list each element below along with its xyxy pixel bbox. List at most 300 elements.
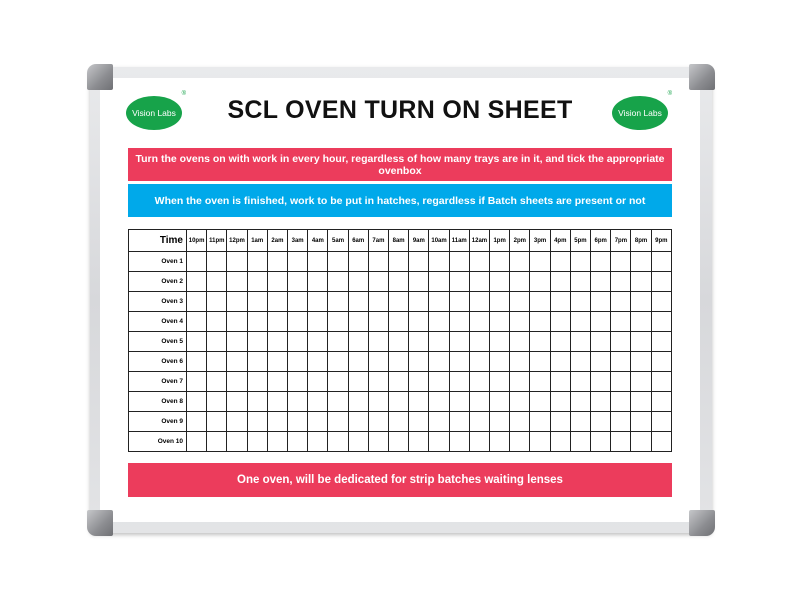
tick-box[interactable] xyxy=(510,292,530,312)
tick-box[interactable] xyxy=(611,392,631,412)
tick-box[interactable] xyxy=(550,312,570,332)
hour-header: 7am xyxy=(368,230,388,252)
hour-header: 5am xyxy=(328,230,348,252)
tick-box[interactable] xyxy=(550,332,570,352)
tick-box[interactable] xyxy=(389,432,409,452)
tick-box[interactable] xyxy=(207,312,227,332)
tick-box[interactable] xyxy=(550,432,570,452)
tick-box[interactable] xyxy=(429,392,449,412)
tick-box[interactable] xyxy=(611,272,631,292)
tick-box[interactable] xyxy=(550,372,570,392)
tick-box[interactable] xyxy=(611,432,631,452)
tick-box[interactable] xyxy=(368,252,388,272)
tick-box[interactable] xyxy=(449,312,469,332)
tick-box[interactable] xyxy=(348,392,368,412)
tick-box[interactable] xyxy=(490,432,510,452)
oven-label: Oven 6 xyxy=(129,352,187,372)
tick-box[interactable] xyxy=(429,312,449,332)
tick-box[interactable] xyxy=(631,432,651,452)
tick-box[interactable] xyxy=(247,372,267,392)
oven-label: Oven 1 xyxy=(129,252,187,272)
tick-box[interactable] xyxy=(631,352,651,372)
tick-box[interactable] xyxy=(348,332,368,352)
tick-box[interactable] xyxy=(510,392,530,412)
tick-box[interactable] xyxy=(308,272,328,292)
tick-box[interactable] xyxy=(308,312,328,332)
tick-box[interactable] xyxy=(389,412,409,432)
tick-box[interactable] xyxy=(348,372,368,392)
tick-box[interactable] xyxy=(591,412,611,432)
tick-box[interactable] xyxy=(570,432,590,452)
tick-box[interactable] xyxy=(490,412,510,432)
tick-box[interactable] xyxy=(651,392,671,412)
tick-box[interactable] xyxy=(368,292,388,312)
tick-box[interactable] xyxy=(207,432,227,452)
tick-box[interactable] xyxy=(570,332,590,352)
tick-box[interactable] xyxy=(429,292,449,312)
tick-box[interactable] xyxy=(510,352,530,372)
tick-box[interactable] xyxy=(389,352,409,372)
tick-box[interactable] xyxy=(207,352,227,372)
tick-box[interactable] xyxy=(187,292,207,312)
tick-box[interactable] xyxy=(227,392,247,412)
tick-box[interactable] xyxy=(247,432,267,452)
tick-box[interactable] xyxy=(267,372,287,392)
tick-box[interactable] xyxy=(288,352,308,372)
tick-box[interactable] xyxy=(651,432,671,452)
tick-box[interactable] xyxy=(449,252,469,272)
hour-header: 2am xyxy=(267,230,287,252)
tick-box[interactable] xyxy=(510,312,530,332)
tick-box[interactable] xyxy=(227,252,247,272)
tick-box[interactable] xyxy=(267,312,287,332)
tick-box[interactable] xyxy=(591,292,611,312)
tick-box[interactable] xyxy=(288,252,308,272)
tick-box[interactable] xyxy=(530,392,550,412)
tick-box[interactable] xyxy=(308,432,328,452)
tick-box[interactable] xyxy=(409,292,429,312)
tick-box[interactable] xyxy=(550,352,570,372)
tick-box[interactable] xyxy=(328,392,348,412)
tick-box[interactable] xyxy=(247,292,267,312)
tick-box[interactable] xyxy=(570,252,590,272)
tick-box[interactable] xyxy=(469,312,489,332)
hour-header: 7pm xyxy=(611,230,631,252)
tick-box[interactable] xyxy=(328,272,348,292)
oven-row xyxy=(129,392,672,412)
frame-corner-top-right xyxy=(689,64,715,90)
tick-box[interactable] xyxy=(328,312,348,332)
tick-box[interactable] xyxy=(368,352,388,372)
tick-box[interactable] xyxy=(611,352,631,372)
hour-header: 9am xyxy=(409,230,429,252)
tick-box[interactable] xyxy=(570,352,590,372)
tick-box[interactable] xyxy=(267,252,287,272)
tick-box[interactable] xyxy=(328,412,348,432)
tick-box[interactable] xyxy=(591,392,611,412)
tick-box[interactable] xyxy=(611,312,631,332)
tick-box[interactable] xyxy=(490,352,510,372)
tick-box[interactable] xyxy=(368,392,388,412)
tick-box[interactable] xyxy=(591,432,611,452)
hour-header: 12am xyxy=(469,230,489,252)
tick-box[interactable] xyxy=(187,272,207,292)
tick-box[interactable] xyxy=(227,432,247,452)
tick-box[interactable] xyxy=(247,412,267,432)
tick-box[interactable] xyxy=(207,292,227,312)
tick-box[interactable] xyxy=(469,432,489,452)
tick-box[interactable] xyxy=(469,372,489,392)
hour-header: 6pm xyxy=(591,230,611,252)
tick-box[interactable] xyxy=(207,372,227,392)
tick-box[interactable] xyxy=(510,252,530,272)
tick-box[interactable] xyxy=(611,332,631,352)
tick-box[interactable] xyxy=(227,412,247,432)
tick-box[interactable] xyxy=(288,292,308,312)
tick-box[interactable] xyxy=(409,272,429,292)
tick-box[interactable] xyxy=(389,332,409,352)
tick-box[interactable] xyxy=(267,292,287,312)
tick-box[interactable] xyxy=(530,432,550,452)
tick-box[interactable] xyxy=(570,272,590,292)
tick-box[interactable] xyxy=(348,292,368,312)
tick-box[interactable] xyxy=(530,252,550,272)
tick-box[interactable] xyxy=(570,312,590,332)
hour-header: 3pm xyxy=(530,230,550,252)
tick-box[interactable] xyxy=(611,412,631,432)
logo-text: Vision Labs xyxy=(618,108,662,118)
tick-box[interactable] xyxy=(510,332,530,352)
tick-box[interactable] xyxy=(288,372,308,392)
tick-box[interactable] xyxy=(570,392,590,412)
tick-box[interactable] xyxy=(631,372,651,392)
tick-box[interactable] xyxy=(308,392,328,412)
hour-header: 11am xyxy=(449,230,469,252)
tick-box[interactable] xyxy=(530,372,550,392)
tick-box[interactable] xyxy=(247,392,267,412)
tick-box[interactable] xyxy=(207,272,227,292)
tick-box[interactable] xyxy=(308,372,328,392)
hour-header: 4pm xyxy=(550,230,570,252)
tick-box[interactable] xyxy=(570,292,590,312)
tick-box[interactable] xyxy=(348,412,368,432)
tick-box[interactable] xyxy=(288,332,308,352)
tick-box[interactable] xyxy=(469,292,489,312)
tick-box[interactable] xyxy=(267,392,287,412)
tick-box[interactable] xyxy=(389,252,409,272)
hour-header: 6am xyxy=(348,230,368,252)
tick-box[interactable] xyxy=(651,312,671,332)
tick-box[interactable] xyxy=(469,252,489,272)
tick-box[interactable] xyxy=(490,292,510,312)
tick-box[interactable] xyxy=(328,352,348,372)
tick-box[interactable] xyxy=(651,272,671,292)
registered-mark: ® xyxy=(667,91,672,97)
tick-box[interactable] xyxy=(247,252,267,272)
oven-label: Oven 4 xyxy=(129,312,187,332)
instruction-banner-top xyxy=(128,148,672,181)
tick-box[interactable] xyxy=(348,252,368,272)
tick-box[interactable] xyxy=(449,372,469,392)
hour-header: 2pm xyxy=(510,230,530,252)
tick-box[interactable] xyxy=(490,372,510,392)
oven-row xyxy=(129,372,672,392)
oven-row xyxy=(129,252,672,272)
tick-box[interactable] xyxy=(469,412,489,432)
tick-box[interactable] xyxy=(227,312,247,332)
tick-box[interactable] xyxy=(510,412,530,432)
tick-box[interactable] xyxy=(227,272,247,292)
tick-box[interactable] xyxy=(570,412,590,432)
tick-box[interactable] xyxy=(469,392,489,412)
tick-box[interactable] xyxy=(288,272,308,292)
tick-box[interactable] xyxy=(651,332,671,352)
tick-box[interactable] xyxy=(429,412,449,432)
tick-box[interactable] xyxy=(227,332,247,352)
tick-box[interactable] xyxy=(469,272,489,292)
tick-box[interactable] xyxy=(429,332,449,352)
tick-box[interactable] xyxy=(631,412,651,432)
tick-box[interactable] xyxy=(490,272,510,292)
tick-box[interactable] xyxy=(530,272,550,292)
hour-header: 10pm xyxy=(187,230,207,252)
tick-box[interactable] xyxy=(368,312,388,332)
frame-corner-bottom-left xyxy=(87,510,113,536)
tick-box[interactable] xyxy=(631,272,651,292)
instruction-text: When the oven is finished, work to be put in hatches, regardless if Batch sheets are present or not xyxy=(154,194,646,207)
tick-box[interactable] xyxy=(591,332,611,352)
tick-box[interactable] xyxy=(187,392,207,412)
header-row xyxy=(129,230,672,252)
oven-label: Oven 5 xyxy=(129,332,187,352)
tick-box[interactable] xyxy=(429,372,449,392)
tick-box[interactable] xyxy=(631,312,651,332)
tick-box[interactable] xyxy=(288,312,308,332)
hour-header: 10am xyxy=(429,230,449,252)
vision-labs-logo-left xyxy=(126,91,186,130)
time-header: Time xyxy=(129,230,187,252)
tick-box[interactable] xyxy=(409,332,429,352)
oven-row xyxy=(129,332,672,352)
tick-box[interactable] xyxy=(429,272,449,292)
oven-row xyxy=(129,412,672,432)
tick-box[interactable] xyxy=(348,272,368,292)
tick-box[interactable] xyxy=(611,372,631,392)
tick-box[interactable] xyxy=(591,272,611,292)
tick-box[interactable] xyxy=(348,312,368,332)
tick-box[interactable] xyxy=(389,292,409,312)
oven-row xyxy=(129,432,672,452)
tick-box[interactable] xyxy=(469,332,489,352)
tick-box[interactable] xyxy=(247,352,267,372)
tick-box[interactable] xyxy=(490,332,510,352)
tick-box[interactable] xyxy=(187,312,207,332)
instruction-text: One oven, will be dedicated for strip batches waiting lenses xyxy=(237,474,563,486)
tick-box[interactable] xyxy=(530,412,550,432)
tick-box[interactable] xyxy=(651,252,671,272)
tick-box[interactable] xyxy=(591,312,611,332)
hour-header: 5pm xyxy=(570,230,590,252)
frame-corner-top-left xyxy=(87,64,113,90)
tick-box[interactable] xyxy=(288,432,308,452)
tick-box[interactable] xyxy=(429,252,449,272)
tick-box[interactable] xyxy=(227,372,247,392)
tick-box[interactable] xyxy=(187,352,207,372)
tick-box[interactable] xyxy=(308,252,328,272)
tick-box[interactable] xyxy=(651,292,671,312)
tick-box[interactable] xyxy=(389,372,409,392)
tick-box[interactable] xyxy=(187,332,207,352)
tick-box[interactable] xyxy=(348,352,368,372)
tick-box[interactable] xyxy=(368,432,388,452)
tick-box[interactable] xyxy=(550,412,570,432)
tick-box[interactable] xyxy=(368,412,388,432)
hour-header: 11pm xyxy=(207,230,227,252)
tick-box[interactable] xyxy=(328,432,348,452)
tick-box[interactable] xyxy=(348,432,368,452)
tick-box[interactable] xyxy=(328,292,348,312)
tick-box[interactable] xyxy=(490,252,510,272)
tick-box[interactable] xyxy=(449,432,469,452)
tick-box[interactable] xyxy=(550,252,570,272)
tick-box[interactable] xyxy=(490,392,510,412)
tick-box[interactable] xyxy=(449,412,469,432)
tick-box[interactable] xyxy=(611,252,631,272)
tick-box[interactable] xyxy=(389,312,409,332)
tick-box[interactable] xyxy=(631,292,651,312)
oven-label: Oven 9 xyxy=(129,412,187,432)
tick-box[interactable] xyxy=(247,332,267,352)
tick-box[interactable] xyxy=(409,252,429,272)
tick-box[interactable] xyxy=(631,252,651,272)
oven-row xyxy=(129,312,672,332)
tick-box[interactable] xyxy=(207,252,227,272)
tick-box[interactable] xyxy=(449,292,469,312)
tick-box[interactable] xyxy=(288,412,308,432)
tick-box[interactable] xyxy=(389,392,409,412)
tick-box[interactable] xyxy=(530,292,550,312)
tick-box[interactable] xyxy=(530,352,550,372)
tick-box[interactable] xyxy=(368,272,388,292)
tick-box[interactable] xyxy=(651,412,671,432)
tick-box[interactable] xyxy=(267,332,287,352)
tick-box[interactable] xyxy=(510,432,530,452)
tick-box[interactable] xyxy=(328,252,348,272)
registered-mark: ® xyxy=(181,91,186,97)
tick-box[interactable] xyxy=(247,312,267,332)
tick-box[interactable] xyxy=(449,332,469,352)
oven-row xyxy=(129,272,672,292)
tick-box[interactable] xyxy=(409,432,429,452)
tick-box[interactable] xyxy=(389,272,409,292)
tick-box[interactable] xyxy=(288,392,308,412)
tick-box[interactable] xyxy=(308,412,328,432)
tick-box[interactable] xyxy=(550,292,570,312)
tick-box[interactable] xyxy=(631,392,651,412)
logo-text: Vision Labs xyxy=(132,108,176,118)
hour-header: 4am xyxy=(308,230,328,252)
oven-label: Oven 2 xyxy=(129,272,187,292)
tick-box[interactable] xyxy=(267,352,287,372)
tick-box[interactable] xyxy=(510,272,530,292)
tick-box[interactable] xyxy=(550,272,570,292)
instruction-banner-middle xyxy=(128,184,672,217)
tick-box[interactable] xyxy=(247,272,267,292)
frame-corner-bottom-right xyxy=(689,510,715,536)
tick-box[interactable] xyxy=(368,332,388,352)
oven-label: Oven 7 xyxy=(129,372,187,392)
tick-box[interactable] xyxy=(409,312,429,332)
oven-schedule-grid xyxy=(128,229,672,452)
tick-box[interactable] xyxy=(308,352,328,372)
tick-box[interactable] xyxy=(651,352,671,372)
tick-box[interactable] xyxy=(510,372,530,392)
tick-box[interactable] xyxy=(267,432,287,452)
hour-header: 1pm xyxy=(490,230,510,252)
tick-box[interactable] xyxy=(591,252,611,272)
tick-box[interactable] xyxy=(409,392,429,412)
oven-label: Oven 8 xyxy=(129,392,187,412)
hour-header: 3am xyxy=(288,230,308,252)
page-title: SCL OVEN TURN ON SHEET xyxy=(227,96,573,124)
tick-box[interactable] xyxy=(409,352,429,372)
tick-box[interactable] xyxy=(187,432,207,452)
tick-box[interactable] xyxy=(187,372,207,392)
tick-box[interactable] xyxy=(227,292,247,312)
tick-box[interactable] xyxy=(368,372,388,392)
tick-box[interactable] xyxy=(591,372,611,392)
oven-label: Oven 3 xyxy=(129,292,187,312)
vision-labs-logo-right xyxy=(612,91,672,130)
tick-box[interactable] xyxy=(207,332,227,352)
tick-box[interactable] xyxy=(227,352,247,372)
tick-box[interactable] xyxy=(429,432,449,452)
tick-box[interactable] xyxy=(429,352,449,372)
tick-box[interactable] xyxy=(207,392,227,412)
tick-box[interactable] xyxy=(409,372,429,392)
tick-box[interactable] xyxy=(651,372,671,392)
tick-box[interactable] xyxy=(308,292,328,312)
tick-box[interactable] xyxy=(631,332,651,352)
tick-box[interactable] xyxy=(328,372,348,392)
tick-box[interactable] xyxy=(187,412,207,432)
hour-header: 8am xyxy=(389,230,409,252)
hour-header: 9pm xyxy=(651,230,671,252)
tick-box[interactable] xyxy=(490,312,510,332)
tick-box[interactable] xyxy=(449,352,469,372)
tick-box[interactable] xyxy=(267,272,287,292)
oven-row xyxy=(129,352,672,372)
hour-header: 1am xyxy=(247,230,267,252)
tick-box[interactable] xyxy=(409,412,429,432)
instruction-banner-bottom xyxy=(128,463,672,497)
tick-box[interactable] xyxy=(530,312,550,332)
tick-box[interactable] xyxy=(449,392,469,412)
tick-box[interactable] xyxy=(207,412,227,432)
hour-header: 12pm xyxy=(227,230,247,252)
tick-box[interactable] xyxy=(530,332,550,352)
tick-box[interactable] xyxy=(449,272,469,292)
tick-box[interactable] xyxy=(550,392,570,412)
tick-box[interactable] xyxy=(267,412,287,432)
tick-box[interactable] xyxy=(328,332,348,352)
tick-box[interactable] xyxy=(611,292,631,312)
tick-box[interactable] xyxy=(591,352,611,372)
tick-box[interactable] xyxy=(570,372,590,392)
tick-box[interactable] xyxy=(308,332,328,352)
tick-box[interactable] xyxy=(469,352,489,372)
tick-box[interactable] xyxy=(187,252,207,272)
